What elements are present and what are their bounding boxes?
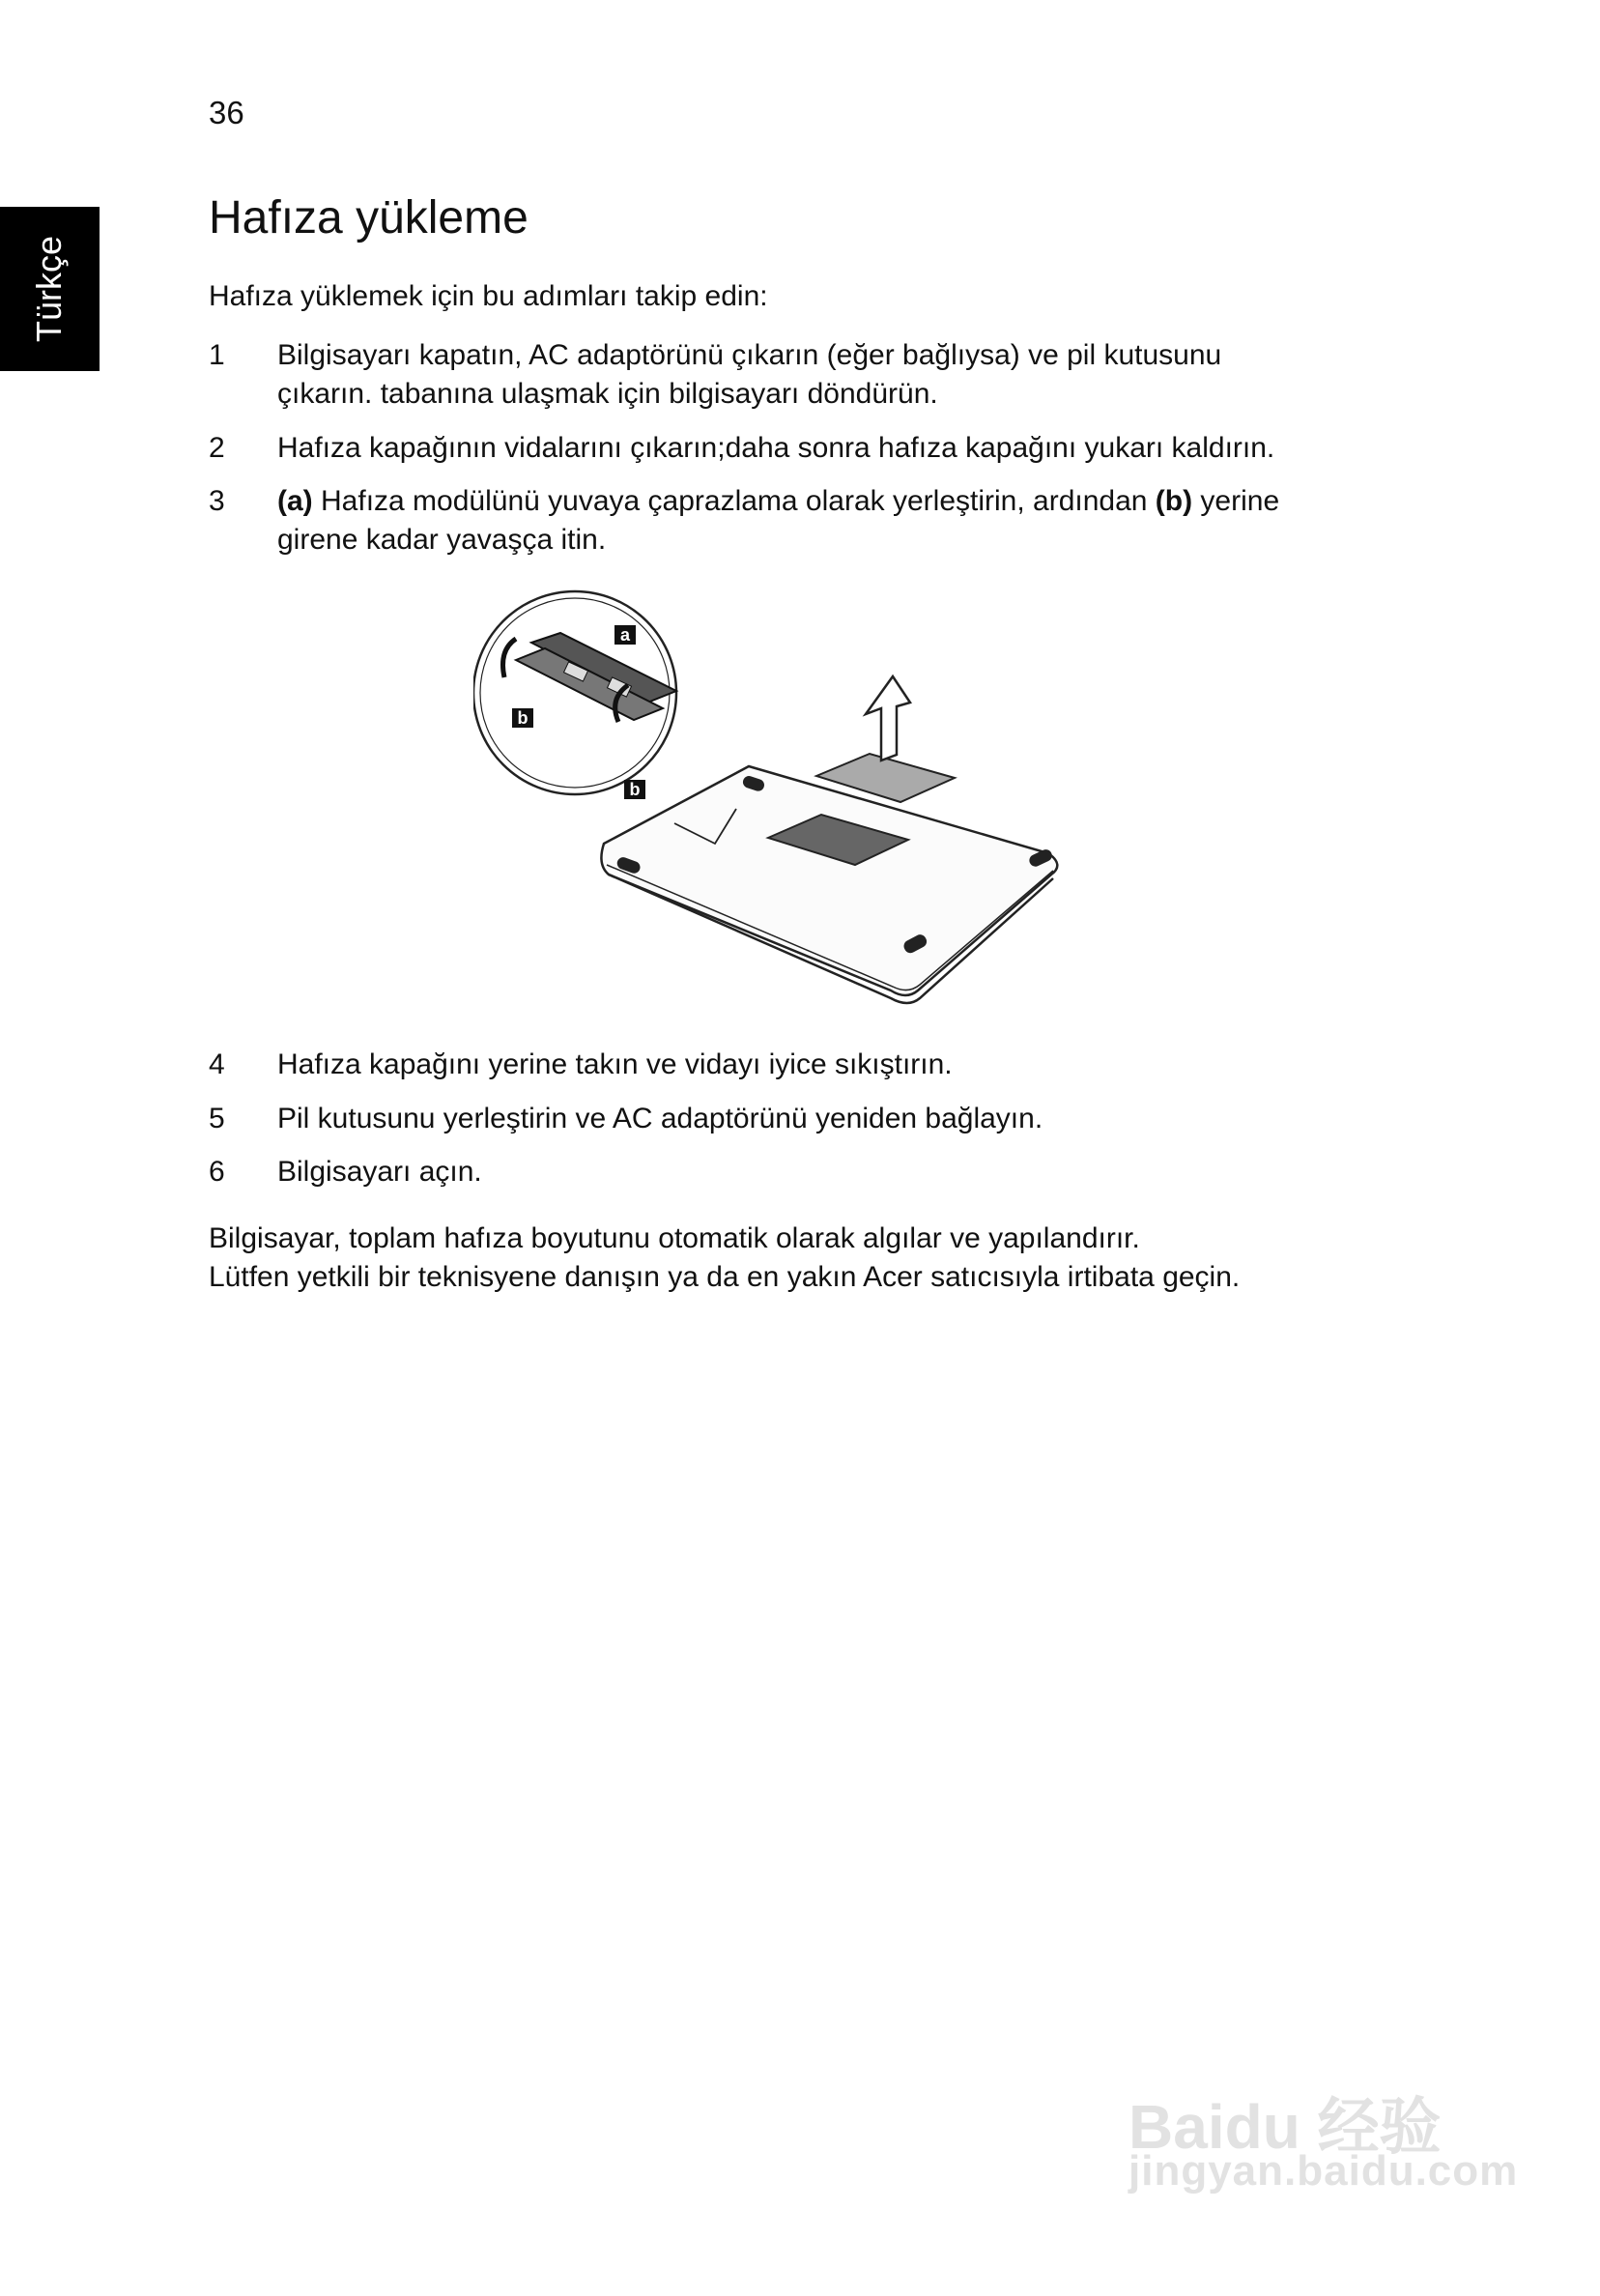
label-a: (a) [277, 485, 313, 517]
closing-text [209, 1220, 1465, 1297]
closing-line: Bilgisayar, toplam hafıza boyutunu otomatik olarak algılar ve yapılandırır. [209, 1222, 1140, 1254]
label-b: (b) [1155, 485, 1193, 517]
language-side-tab [0, 207, 100, 371]
svg-text:a: a [619, 625, 631, 645]
page-number: 36 [209, 95, 244, 130]
label-b-badge [624, 780, 645, 799]
step-text: Pil kutusunu yerleştirin ve AC adaptörünü yeniden bağlayın. [277, 1103, 1043, 1134]
arrow-up-icon [866, 676, 910, 761]
intro-text: Hafıza yüklemek için bu adımları takip edin: [209, 280, 768, 312]
step-number: 3 [209, 485, 225, 517]
step-text: Hafıza kapağının vidalarını çıkarın;daha sonra hafıza kapağını yukarı kaldırın. [277, 432, 1275, 464]
step-text-part: yerine [1192, 485, 1280, 517]
step-text: Hafıza kapağını yerine takın ve vidayı iyice sıkıştırın. [277, 1048, 953, 1080]
step-number: 1 [209, 339, 225, 371]
step-text-line: çıkarın. tabanına ulaşmak için bilgisayarı döndürün. [277, 378, 938, 410]
memory-installation-illustration [473, 585, 1072, 1010]
svg-text:b: b [629, 780, 641, 799]
step-text: Bilgisayarı açın. [277, 1156, 482, 1188]
step-text-line: Bilgisayarı kapatın, AC adaptörünü çıkarın (eğer bağlıysa) ve pil kutusunu [277, 339, 1222, 371]
watermark-brand: Baidu 经验 [1129, 2092, 1442, 2162]
step-number: 6 [209, 1156, 225, 1188]
closing-line: Lütfen yetkili bir teknisyene danışın ya da en yakın Acer satıcısıyla irtibata geçin. [209, 1261, 1241, 1293]
step-number: 5 [209, 1103, 225, 1134]
step-text-line: girene kadar yavaşça itin. [277, 524, 607, 556]
laptop-bottom-icon [601, 766, 1057, 1003]
section-title: Hafıza yükleme [209, 192, 529, 244]
step-text [277, 482, 1369, 560]
label-a-badge [614, 625, 636, 645]
step-number: 4 [209, 1048, 225, 1080]
label-b-badge [512, 708, 533, 728]
step-number: 2 [209, 432, 225, 464]
step-text [277, 336, 1369, 414]
watermark-url: jingyan.baidu.com [1129, 2147, 1519, 2195]
svg-text:b: b [517, 708, 529, 728]
language-label: Türkçe [29, 235, 69, 343]
step-text-part: Hafıza modülünü yuvaya çaprazlama olarak yerleştirin, ardından [312, 485, 1156, 517]
